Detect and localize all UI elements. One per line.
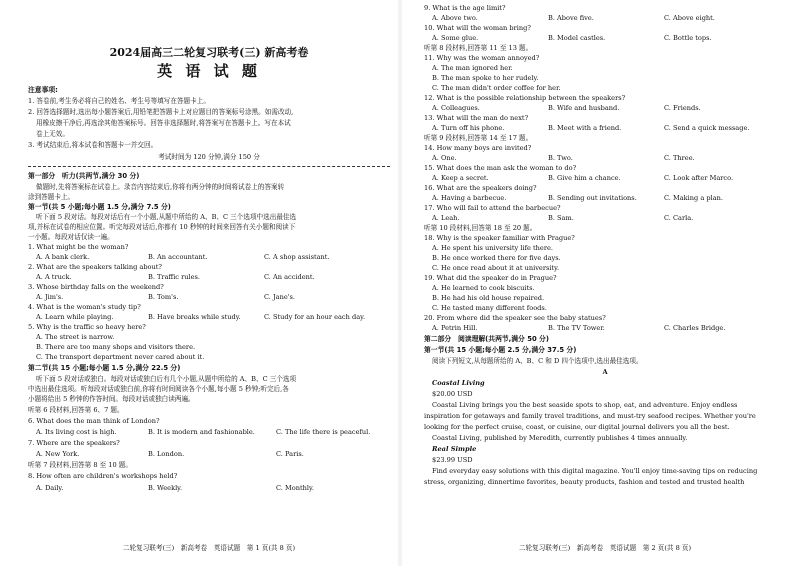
notice-line: 3. 考试结束后,将本试卷和答题卡一并交回。: [28, 141, 158, 149]
option-c: C. An accident.: [264, 273, 315, 281]
option-a: A. Keep a secret.: [432, 174, 489, 182]
exam-title: 2024届高三二轮复习联考(三) 新高考卷: [109, 46, 309, 59]
option-a: A. Its living cost is high.: [36, 428, 117, 436]
magazine-name: Real Simple: [432, 445, 477, 453]
option-a: A. One.: [432, 154, 457, 162]
option-b: B. Sending out invitations.: [548, 194, 637, 202]
option-c: C. Friends.: [664, 104, 701, 112]
option-a: A. Jim's.: [36, 293, 64, 301]
option-a: A. Turn off his phone.: [432, 124, 505, 132]
section3-desc: 阅读下列短文,从每题所给的 A、B、C 和 D 四个选项中,选出最佳选项。: [432, 357, 643, 365]
section2-desc: 小题将给出 5 秒钟的作答时间。每段对话或独白读两遍。: [28, 395, 195, 403]
option-b: B. He had his old house repaired.: [432, 294, 545, 302]
question-stem: 15. What does the man ask the woman to do?: [424, 164, 577, 172]
option-c: C. The man didn't order coffee for her.: [432, 84, 561, 92]
material-note: 听第 10 段材料,回答第 18 至 20 题。: [424, 224, 537, 232]
option-b: B. He once worked there for five days.: [432, 254, 561, 262]
question-stem: 17. Who will fail to attend the barbecue?: [424, 204, 561, 212]
divider: [28, 166, 390, 167]
option-c: C. The transport department never cared about it.: [36, 353, 205, 361]
option-b: B. Wife and husband.: [548, 104, 620, 112]
option-a: A. He learned to cook biscuits.: [432, 284, 535, 292]
question-stem: 2. What are the speakers talking about?: [28, 263, 162, 271]
section3-title: 第一节(共 15 小题;每小题 2.5 分,满分 37.5 分): [424, 346, 577, 354]
option-c: C. Carla.: [664, 214, 694, 222]
option-b: B. The TV Tower.: [548, 324, 605, 332]
option-c: C. Send a quick message.: [664, 124, 750, 132]
option-a: A. Learn while playing.: [36, 313, 114, 321]
magazine-name: Coastal Living: [432, 379, 485, 387]
option-b: B. Give him a chance.: [548, 174, 621, 182]
question-stem: 5. Why is the traffic so heavy here?: [28, 323, 146, 331]
option-b: B. Sam.: [548, 214, 574, 222]
question-stem: 11. Why was the woman annoyed?: [424, 54, 540, 62]
option-b: B. An accountant.: [148, 253, 208, 261]
option-b: B. Two.: [548, 154, 573, 162]
passage-line: looking for the perfect cruise, coast, or cuisine, our digital journal delivers you all the best.: [424, 423, 730, 431]
option-a: A. A bank clerk.: [36, 253, 90, 261]
material-note: 听第 7 段材料,回答第 8 至 10 题。: [28, 461, 132, 469]
section1-title: 第一节(共 5 小题;每小题 1.5 分,满分 7.5 分): [28, 203, 171, 211]
question-stem: 4. What is the woman's study tip?: [28, 303, 141, 311]
option-b: B. Weekly.: [148, 484, 183, 492]
question-stem: 19. What did the speaker do in Prague?: [424, 274, 557, 282]
option-b: B. Meet with a friend.: [548, 124, 622, 132]
option-b: B. Model castles.: [548, 34, 606, 42]
question-stem: 8. How often are children's workshops held?: [28, 472, 178, 480]
part2-title: 第二部分 阅读理解(共两节,满分 50 分): [424, 335, 549, 343]
option-c: C. Charles Bridge.: [664, 324, 726, 332]
exam-subtitle: 英 语 试 题: [157, 62, 261, 80]
part1-desc: 涂到答题卡上。: [28, 193, 75, 201]
page-2: [402, 0, 800, 566]
option-c: C. He tasted many different foods.: [432, 304, 547, 312]
part1-title: 第一部分 听力(共两节,满分 30 分): [28, 172, 140, 180]
question-stem: 13. What will the man do next?: [424, 114, 529, 122]
notice-line: 用橡皮擦干净后,再选涂其他答案标号。回答非选择题时,将答案写在答题卡上。写在本试: [36, 119, 291, 127]
question-stem: 10. What will the woman bring?: [424, 24, 531, 32]
section2-desc: 中选出最佳选项。听每段对话或独白前,你将有时间阅读各个小题,每小题 5 秒钟;听完后,各: [28, 385, 289, 393]
question-stem: 14. How many boys are invited?: [424, 144, 532, 152]
option-a: A. Daily.: [36, 484, 64, 492]
option-c: C. Jane's.: [264, 293, 296, 301]
option-b: B. It is modern and fashionable.: [148, 428, 255, 436]
option-a: A. A truck.: [36, 273, 72, 281]
passage-line: Find everyday easy solutions with this digital magazine. You'll enjoy time-saving tips on reducing: [432, 467, 758, 475]
page-footer: 二轮复习联考(三) 新高考卷 英语试题 第 2 页(共 8 页): [518, 544, 692, 552]
option-a: A. Leah.: [432, 214, 460, 222]
notice-line: 1. 答卷前,考生务必将自己的姓名、考生号等填写在答题卡上。: [28, 97, 210, 105]
section1-desc: 听下面 5 段对话。每段对话后有一个小题,从题中所给的 A、B、C 三个选项中选出最佳选: [36, 213, 297, 221]
notice-line: 2. 回答选择题时,选出每小题答案后,用铅笔把答题卡上对应题目的答案标号涂黑。如需改动,: [28, 108, 294, 116]
option-c: C. Three.: [664, 154, 695, 162]
option-a: A. Petrin Hill.: [432, 324, 478, 332]
option-b: B. Traffic rules.: [148, 273, 200, 281]
option-a: A. The street is narrow.: [36, 333, 115, 341]
option-c: C. Look after Marco.: [664, 174, 734, 182]
option-b: B. The man spoke to her rudely.: [432, 74, 539, 82]
option-a: A. Some glue.: [432, 34, 479, 42]
question-stem: 3. Whose birthday falls on the weekend?: [28, 283, 164, 291]
option-a: A. Colleagues.: [432, 104, 480, 112]
option-c: C. Study for an hour each day.: [264, 313, 366, 321]
passage-line: stress, organizing, dinnertime favorites, beauty products, fashion and tested and trusted health: [424, 478, 745, 486]
magazine-price: $23.99 USD: [432, 456, 473, 464]
section1-desc: 一小题。每段对话仅读一遍。: [28, 233, 114, 241]
option-c: C. Above eight.: [664, 14, 715, 22]
passage-line: Coastal Living, published by Meredith, currently publishes 4 times annually.: [432, 434, 688, 442]
option-c: C. Bottle tops.: [664, 34, 712, 42]
part1-desc: 做题时,先将答案标在试卷上。录音内容结束后,你将有两分钟的时间将试卷上的答案转: [36, 183, 285, 191]
question-stem: 16. What are the speakers doing?: [424, 184, 537, 192]
option-c: C. He once read about it at university.: [432, 264, 560, 272]
option-c: C. Monthly.: [276, 484, 314, 492]
section2-title: 第二节(共 15 小题;每小题 1.5 分,满分 22.5 分): [28, 364, 181, 372]
option-a: A. The man ignored her.: [432, 64, 513, 72]
question-stem: 6. What does the man think of London?: [28, 417, 160, 425]
option-b: B. There are too many shops and visitors there.: [36, 343, 196, 351]
notice-line: 卷上无效。: [36, 130, 69, 138]
passage-label: A: [602, 368, 608, 376]
option-a: A. New York.: [36, 450, 80, 458]
magazine-price: $20.00 USD: [432, 390, 473, 398]
option-b: B. Tom's.: [148, 293, 179, 301]
passage-line: Coastal Living brings you the best seaside spots to shop, eat, and adventure. Enjoy endless: [432, 401, 738, 409]
passage-line: inspiration for getaways and family travel traditions, and must-try seafood recipes. Whether you're: [424, 412, 756, 420]
option-a: A. He spent his university life there.: [432, 244, 553, 252]
question-stem: 9. What is the age limit?: [424, 4, 506, 12]
page-1: [0, 0, 398, 566]
option-a: A. Having a barbecue.: [432, 194, 507, 202]
exam-time: 考试时间为 120 分钟,满分 150 分: [158, 153, 260, 161]
option-c: C. Making a plan.: [664, 194, 723, 202]
question-stem: 20. From where did the speaker see the baby statues?: [424, 314, 606, 322]
option-b: B. London.: [148, 450, 185, 458]
section1-desc: 项,并标在试卷的相应位置。听完每段对话后,你都有 10 秒钟的时间来回答有关小题和阅读下: [28, 223, 296, 231]
option-b: B. Have breaks while study.: [148, 313, 241, 321]
notice-heading: 注意事项:: [28, 86, 58, 94]
option-c: C. A shop assistant.: [264, 253, 330, 261]
option-a: A. Above two.: [432, 14, 478, 22]
question-stem: 12. What is the possible relationship between the speakers?: [424, 94, 626, 102]
option-c: C. Paris.: [276, 450, 304, 458]
section2-desc: 听下面 5 段对话或独白。每段对话或独白后有几个小题,从题中所给的 A、B、C 三个选项: [36, 375, 297, 383]
option-b: B. Above five.: [548, 14, 594, 22]
material-note: 听第 8 段材料,回答第 11 至 13 题。: [424, 44, 533, 52]
material-note: 听第 6 段材料,回答第 6、7 题。: [28, 406, 124, 414]
option-c: C. The life there is peaceful.: [276, 428, 371, 436]
material-note: 听第 9 段材料,回答第 14 至 17 题。: [424, 134, 533, 142]
question-stem: 18. Why is the speaker familiar with Prague?: [424, 234, 575, 242]
page-footer: 二轮复习联考(三) 新高考卷 英语试题 第 1 页(共 8 页): [122, 544, 296, 552]
question-stem: 7. Where are the speakers?: [28, 439, 120, 447]
question-stem: 1. What might be the woman?: [28, 243, 129, 251]
